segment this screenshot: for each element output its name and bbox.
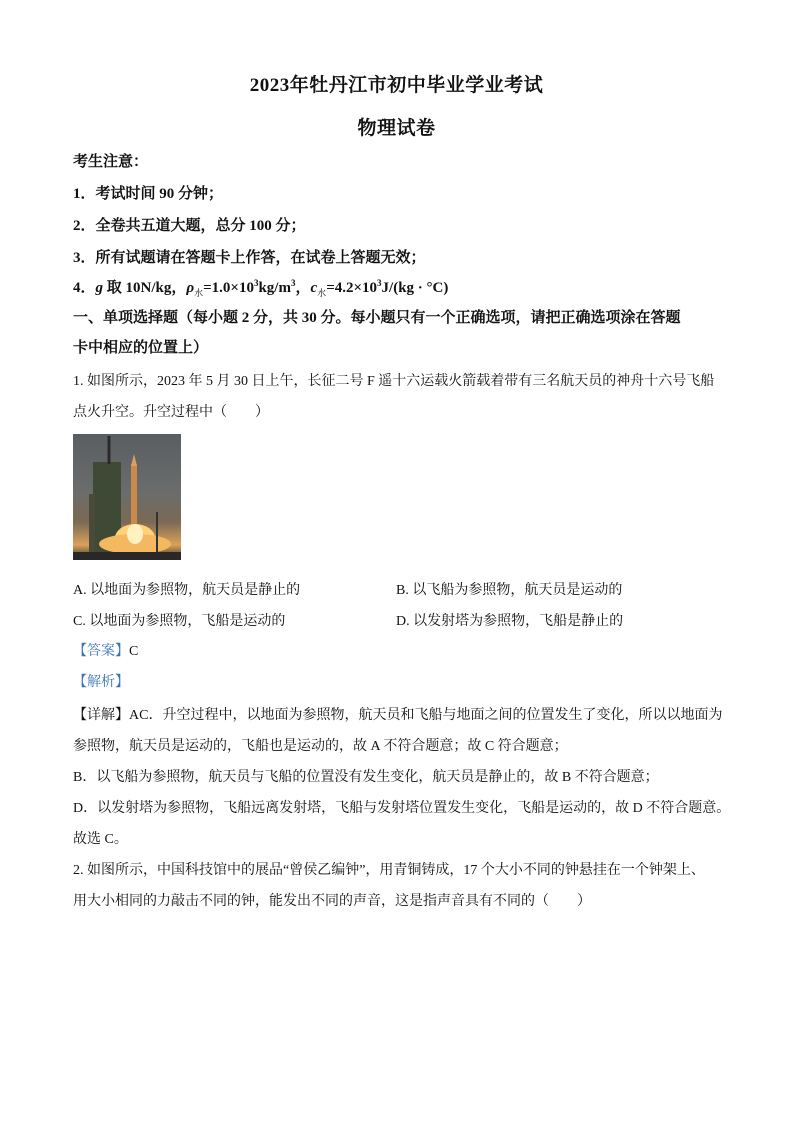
notice-item-3: 3．所有试题请在答题卡上作答，在试卷上答题无效； — [73, 250, 426, 266]
option-a: A. 以地面为参照物，航天员是静止的 — [73, 583, 301, 598]
exam-title: 2023年牡丹江市初中毕业学业考试 — [249, 75, 544, 96]
detail-line-2: 参照物，航天员是运动的，飞船也是运动的，故 A 不符合题意；故 C 符合题意； — [73, 739, 568, 754]
detail-label: 【详解】 — [73, 708, 129, 723]
answer-value: C — [129, 644, 139, 659]
question-2-stem: 2. 如图所示，中国科技馆中的展品“曾侯乙编钟”，用青铜铸成，17 个大小不同的钟悬挂在一个钟架上、 — [73, 863, 705, 878]
detail-line-4: D．以发射塔为参照物，飞船远离发射塔，飞船与发射塔位置发生变化，飞船是运动的，故 D 不符合题意。 — [73, 801, 731, 816]
section-heading: 一、单项选择题（每小题 2 分，共 30 分。每小题只有一个正确选项，请把正确选项涂在答题 — [73, 310, 681, 326]
section-heading-cont: 卡中相应的位置上） — [73, 340, 209, 356]
exam-subtitle: 物理试卷 — [357, 118, 436, 139]
conclusion: 故选 C。 — [73, 832, 128, 847]
notice-item-4: 4．g 取 10N/kg，$\rho_水=1.0\times 10^3kg/m^3$，$c_水=4.2\times 10^3J/(kg \cdot ^\circ C)$ — [73, 278, 449, 298]
notice-item-1: 1．考试时间 90 分钟； — [73, 186, 224, 202]
detail-line-1: 【详解】AC．升空过程中，以地面为参照物，航天员和飞船与地面之间的位置发生了变化，所以以地面为 — [73, 708, 723, 723]
option-d: D. 以发射塔为参照物，飞船是静止的 — [396, 614, 624, 629]
notice-heading: 考生注意： — [73, 154, 149, 170]
answer-label: 【答案】 — [73, 644, 129, 659]
question-1-stem: 1. 如图所示，2023 年 5 月 30 日上午，长征二号 F 遥十六运载火箭载着带有三名航天员的神舟十六号飞船 — [73, 374, 715, 389]
notice-item-2: 2．全卷共五道大题，总分 100 分； — [73, 218, 306, 234]
detail-line-3: B．以飞船为参照物，航天员与飞船的位置没有发生变化，航天员是静止的，故 B 不符合题意； — [73, 770, 659, 785]
rocket-launch-image — [73, 434, 181, 560]
question-2-stem-cont: 用大小相同的力敲击不同的钟，能发出不同的声音，这是指声音具有不同的（ ） — [73, 894, 591, 909]
question-1-stem-cont: 点火升空。升空过程中（ ） — [73, 405, 269, 420]
analysis-label: 【解析】 — [73, 675, 129, 690]
answer — [73, 640, 138, 660]
option-c: C. 以地面为参照物，飞船是运动的 — [73, 614, 286, 629]
option-b: B. 以飞船为参照物，航天员是运动的 — [396, 583, 623, 598]
